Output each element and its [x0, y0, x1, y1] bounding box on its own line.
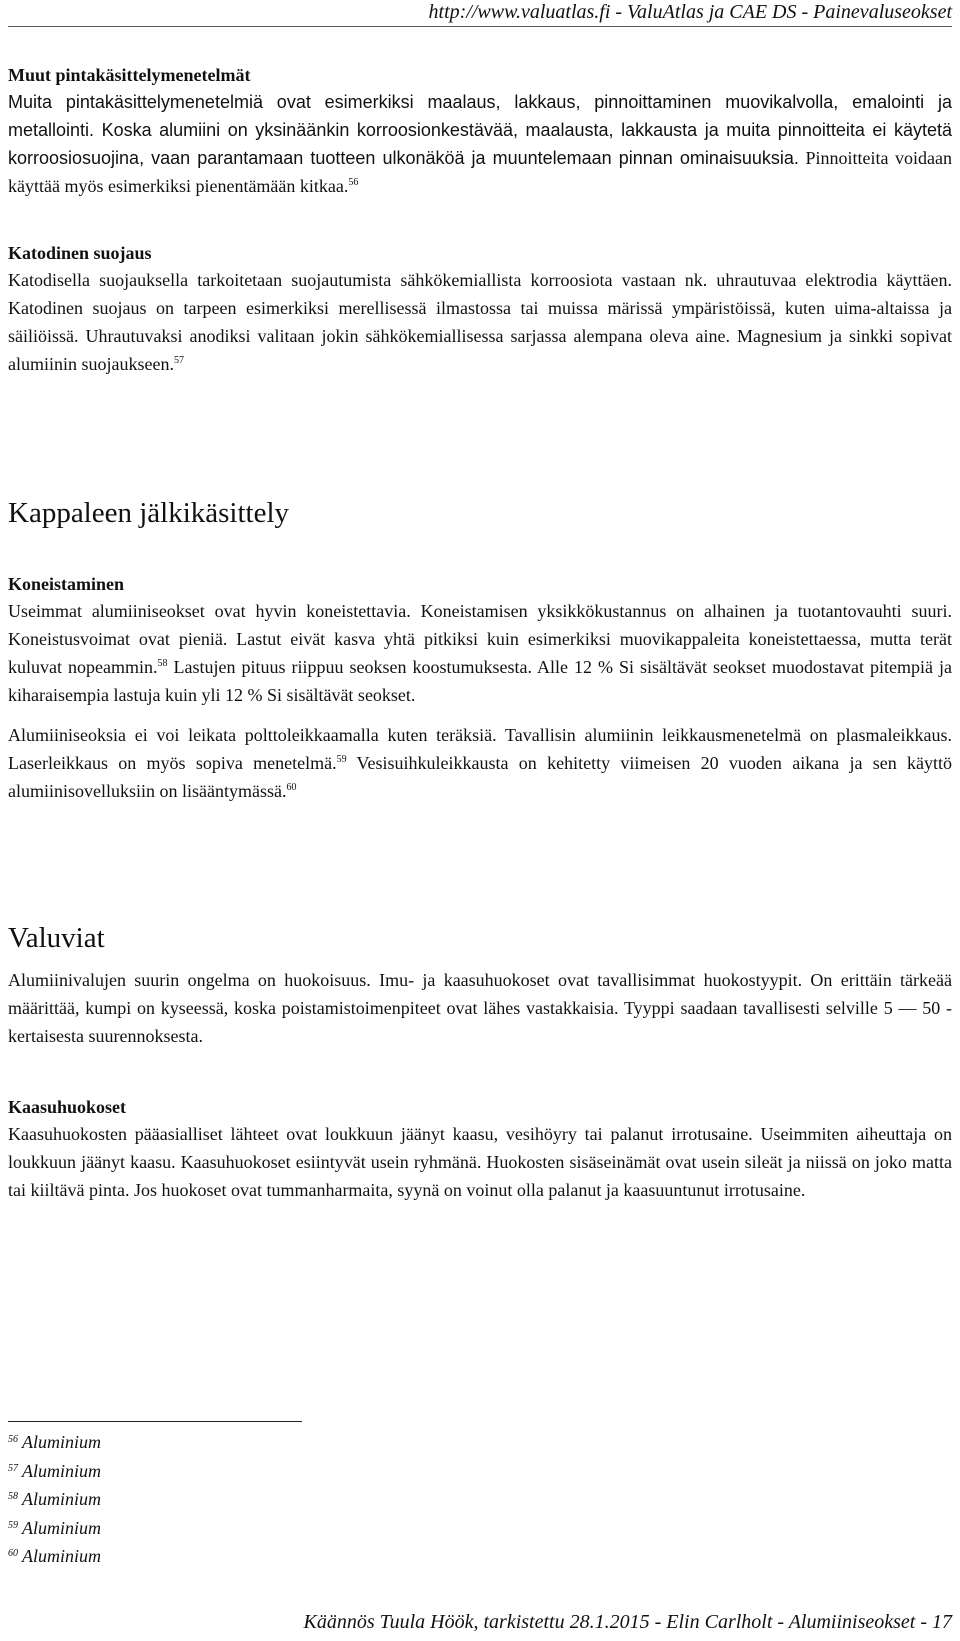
paragraph-text: Lastujen pituus riippuu seoksen koostumuksesta. Alle 12 % Si sisältävät seokset muodostavat pitempiä ja kiharaisempia lastuja kuin yli 12 % Si sisältävät seokset. [8, 657, 952, 705]
section-paragraph [8, 721, 952, 805]
section-paragraph [8, 266, 952, 378]
footnote-item [8, 1457, 101, 1486]
section-paragraph: Alumiinivalujen suurin ongelma on huokoisuus. Imu- ja kaasuhuokoset ovat tavallisimmat huokostyypit. On erittäin tärkeää määrittää, kumpi on kyseessä, koska poistamistoimenpiteet ovat lähes vastakkaisia. Tyyppi saadaan tavallisesti selville 5 — 50 -kertaisesta suurennoksesta. [8, 970, 952, 1046]
section-paragraph [8, 88, 952, 200]
footnote-ref: 58 [157, 658, 168, 669]
section-katodinen-suojaus [8, 240, 952, 378]
footnote-number: 56 [8, 1434, 18, 1445]
paragraph-text: Useimmat alumiiniseokset ovat hyvin koneistettavia. Koneistamisen yksikkökustannus on alhainen ja tuotantovauhti suuri. Koneistusvoimat ovat pieniä. Lastut eivät kasva yhtä pitkiksi kuin esimerkiksi muovikappaleita koneistettaessa, mutta terät kuluvat nopeammin. [8, 601, 952, 677]
footnote-text: Aluminium [22, 1489, 101, 1509]
chapter-heading: Valuviat [8, 922, 105, 954]
footnote-ref: 57 [173, 355, 184, 366]
footnote-ref: 59 [336, 754, 347, 765]
section-koneistaminen [8, 571, 952, 805]
footnote-text: Aluminium [22, 1517, 101, 1538]
section-paragraph [8, 597, 952, 709]
footnote-number: 60 [8, 1548, 18, 1559]
footnote-number: 58 [8, 1491, 18, 1502]
chapter-heading: Kappaleen jälkikäsittely [8, 497, 290, 529]
footnote-divider [8, 1421, 302, 1422]
section-valuviat [8, 920, 952, 1050]
section-muut-pintakasittely [8, 62, 952, 200]
footnote-number: 59 [8, 1519, 18, 1531]
section-heading: Muut pintakäsittelymenetelmät [8, 65, 251, 85]
footnote-ref: 60 [286, 782, 297, 793]
footnote-text: Aluminium [22, 1432, 101, 1452]
section-kaasuhuokoset [8, 1094, 952, 1204]
footnote-text: Aluminium [22, 1546, 101, 1566]
footnote-text: Aluminium [22, 1460, 101, 1481]
paragraph-text: Katodisella suojauksella tarkoitetaan suojautumista sähkökemiallista korroosiota vastaan nk. uhrautuvaa elektrodia käyttäen. Katodinen suojaus on tarpeen esimerkiksi merellisessä ilmastossa tai muissa märissä ympäristöissä, kuten uima-altaissa ja säiliöissä. Uhrautuvaksi anodiksi valitaan jokin sähkökemiallisessa sarjassa alempana oleva aine. Magnesium ja sinkki sopivat alumiinin suojaukseen. [8, 270, 952, 374]
section-heading: Katodinen suojaus [8, 243, 152, 263]
section-kappaleen-jalkikasittely [8, 495, 952, 531]
footnote-item [8, 1428, 101, 1457]
section-paragraph: Kaasuhuokosten pääasialliset lähteet ovat loukkuun jäänyt kaasu, vesihöyry tai palanut irrotusaine. Useimmiten aiheuttaja on loukkuun jäänyt kaasu. Kaasuhuokoset esiintyvät usein ryhmänä. Huokosten sisäseinämät ovat usein sileät ja niissä on joko matta tai kiiltävä pinta. Jos huokoset ovat tummanharmaita, syynä on voinut olla palanut ja kaasuuntunut irrotusaine. [8, 1124, 952, 1200]
footnote-item [8, 1485, 101, 1514]
paragraph-text: Muita pintakäsittelymenetelmiä ovat esimerkiksi maalaus, lakkaus, pinnoittaminen muovikalvolla, emalointi ja metallointi. Koska alumiini on yksinäänkin korroosionkestävää, maalausta, lakkausta ja muita pinnoitteita ei käytetä korroosiosuojina, vaan parantamaan tuotteen ulkonäköä ja muuntelemaan pinnan ominaisuuksia. [8, 92, 952, 168]
paragraph-text: Vesisuihkuleikkausta on kehitetty viimeisen 20 vuoden aikana ja sen käyttö alumiinisovelluksiin on lisääntymässä. [8, 753, 953, 801]
paragraph-text: Alumiiniseoksia ei voi leikata polttoleikkaamalla kuten teräksiä. Tavallisin alumiinin leikkausmenetelmä on plasmaleikkaus. Laserleikkaus on myös sopiva menetelmä. [8, 725, 952, 773]
section-heading: Kaasuhuokoset [8, 1097, 127, 1117]
footnote-number: 57 [8, 1462, 18, 1474]
footnote-ref: 56 [348, 177, 359, 188]
section-heading: Koneistaminen [8, 574, 125, 594]
footnote-item [8, 1514, 101, 1543]
footnote-item [8, 1542, 101, 1571]
paragraph-text: Pinnoitteita voidaan käyttää myös esimerkiksi pienentämään kitkaa. [8, 148, 952, 196]
page-header-url: http://www.valuatlas.fi - ValuAtlas ja CAE DS - Painevaluseokset [8, 0, 952, 27]
page-footer: Käännös Tuula Höök, tarkistettu 28.1.2015 - Elin Carlholt - Alumiiniseokset - 17 [303, 1611, 952, 1633]
footnotes-list [8, 1428, 101, 1571]
